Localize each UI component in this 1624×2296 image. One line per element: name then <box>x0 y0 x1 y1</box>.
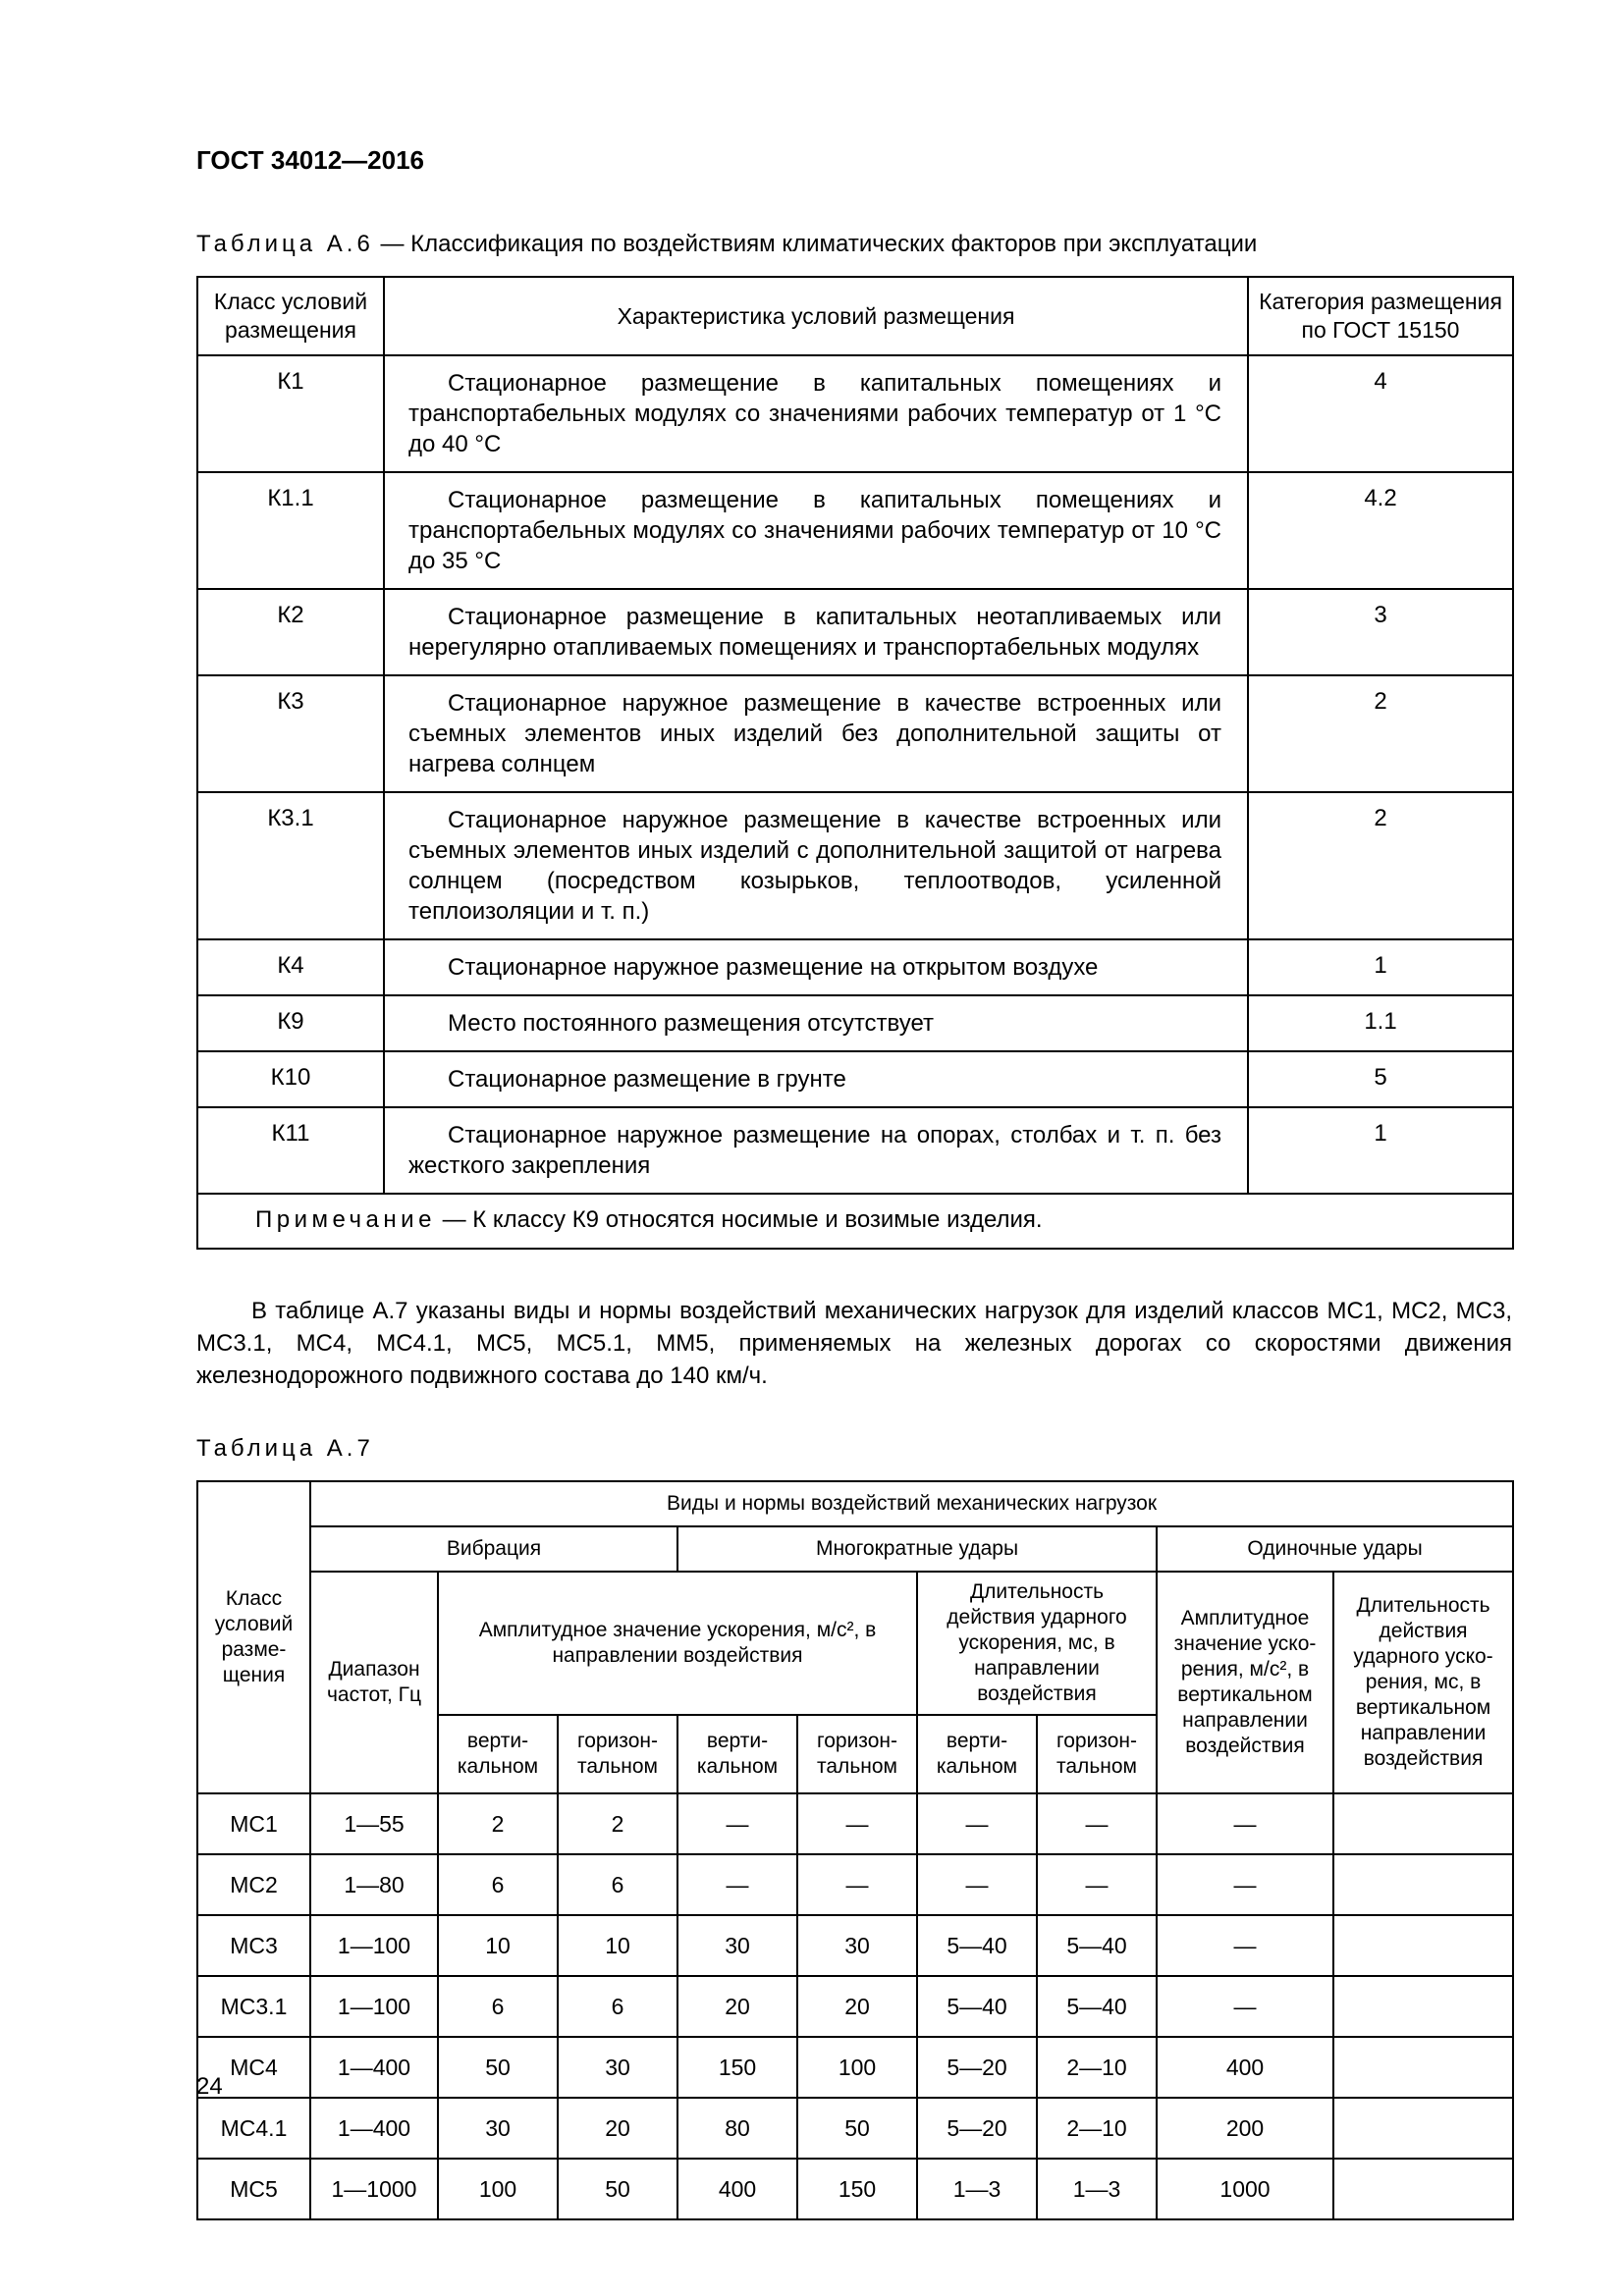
cell-shock-amplitude-vertical: 80 <box>677 2098 797 2159</box>
cell-shock-amplitude-vertical: — <box>677 1793 797 1854</box>
table-row <box>197 1107 1513 1194</box>
table-a6-header-row <box>197 277 1513 355</box>
cell-vibration-horizontal: 50 <box>558 2159 677 2219</box>
table-row <box>197 355 1513 472</box>
cell-class: К4 <box>197 939 384 995</box>
col-header-category: Категория размещения по ГОСТ 15150 <box>1248 277 1513 355</box>
cell-single-shock-duration <box>1333 1915 1513 1976</box>
table-row <box>197 1854 1513 1915</box>
col-header-loads: Виды и нормы воздействий механических нагрузок <box>310 1481 1513 1526</box>
cell-shock-duration-horizontal: 5—40 <box>1037 1976 1157 2037</box>
cell-shock-duration-horizontal: 5—40 <box>1037 1915 1157 1976</box>
table-a7-caption <box>196 1435 1512 1463</box>
note-text: — К классу К9 относятся носимые и возимые изделия. <box>442 1206 1043 1233</box>
cell-single-shock-amplitude: 400 <box>1157 2037 1333 2098</box>
table-note-row <box>197 1194 1513 1249</box>
cell-single-shock-amplitude: — <box>1157 1793 1333 1854</box>
cell-description: Место постоянного размещения отсутствует <box>384 995 1248 1051</box>
cell-shock-amplitude-vertical: 150 <box>677 2037 797 2098</box>
cell-single-shock-amplitude: 1000 <box>1157 2159 1333 2219</box>
col-header-horizontal: горизон-тальном <box>797 1715 917 1793</box>
table-row <box>197 2098 1513 2159</box>
cell-shock-duration-horizontal: 2—10 <box>1037 2098 1157 2159</box>
cell-shock-duration-horizontal: 2—10 <box>1037 2037 1157 2098</box>
col-header-horizontal: горизон-тальном <box>1037 1715 1157 1793</box>
cell-class: К3 <box>197 675 384 792</box>
cell-frequency-range: 1—400 <box>310 2098 438 2159</box>
table-a6-caption-text: — Классификация по воздействиям климатических факторов при эксплуатации <box>380 231 1258 257</box>
cell-shock-amplitude-horizontal: 100 <box>797 2037 917 2098</box>
t7-header-row-3 <box>197 1572 1513 1715</box>
col-header-single-shocks: Одиночные удары <box>1157 1526 1513 1572</box>
col-header-horizontal: горизон-тальном <box>558 1715 677 1793</box>
doc-number: ГОСТ 34012—2016 <box>196 145 424 175</box>
cell-vibration-horizontal: 6 <box>558 1854 677 1915</box>
cell-shock-duration-horizontal: — <box>1037 1793 1157 1854</box>
cell-description: Стационарное наружное размещение на опорах, столбах и т. п. без жесткого закрепления <box>384 1107 1248 1194</box>
cell-category: 3 <box>1248 589 1513 675</box>
cell-frequency-range: 1—400 <box>310 2037 438 2098</box>
cell-category: 1.1 <box>1248 995 1513 1051</box>
cell-category: 5 <box>1248 1051 1513 1107</box>
cell-description: Стационарное размещение в грунте <box>384 1051 1248 1107</box>
cell-shock-duration-vertical: 5—40 <box>917 1915 1037 1976</box>
table-row <box>197 2037 1513 2098</box>
t7-header-row-1 <box>197 1481 1513 1526</box>
cell-class: К1.1 <box>197 472 384 589</box>
cell-vibration-vertical: 30 <box>438 2098 558 2159</box>
col-header-vibration: Вибрация <box>310 1526 677 1572</box>
cell-class: К2 <box>197 589 384 675</box>
cell-class: МС1 <box>197 1793 310 1854</box>
col-header-amplitude-direction: Амплитудное значение ускорения, м/с², в направлении воздействия <box>438 1572 917 1715</box>
col-header-frequency-range: Диапазон частот, Гц <box>310 1572 438 1793</box>
cell-single-shock-duration <box>1333 2098 1513 2159</box>
cell-vibration-vertical: 6 <box>438 1854 558 1915</box>
cell-shock-amplitude-horizontal: — <box>797 1793 917 1854</box>
table-row <box>197 1976 1513 2037</box>
cell-shock-amplitude-vertical: — <box>677 1854 797 1915</box>
cell-shock-duration-horizontal: — <box>1037 1854 1157 1915</box>
col-header-duration-vertical: Длительность действия ударного уско-рения, мс, в вертикальном направлении воздействия <box>1333 1572 1513 1793</box>
cell-single-shock-duration <box>1333 1854 1513 1915</box>
table-a7 <box>196 1480 1514 2220</box>
cell-frequency-range: 1—100 <box>310 1915 438 1976</box>
cell-class: МС3.1 <box>197 1976 310 2037</box>
table-row <box>197 1051 1513 1107</box>
cell-category: 1 <box>1248 1107 1513 1194</box>
cell-shock-amplitude-horizontal: 50 <box>797 2098 917 2159</box>
cell-shock-duration-vertical: — <box>917 1854 1037 1915</box>
cell-class: МС4 <box>197 2037 310 2098</box>
cell-category: 4 <box>1248 355 1513 472</box>
cell-single-shock-amplitude: — <box>1157 1915 1333 1976</box>
col-header-vertical: верти-кальном <box>438 1715 558 1793</box>
cell-shock-amplitude-vertical: 20 <box>677 1976 797 2037</box>
cell-shock-amplitude-horizontal: 150 <box>797 2159 917 2219</box>
col-header-amplitude-vertical: Амплитудное значение уско-рения, м/с², в вертикальном направлении воздействия <box>1157 1572 1333 1793</box>
table-row <box>197 1915 1513 1976</box>
cell-category: 2 <box>1248 675 1513 792</box>
cell-frequency-range: 1—80 <box>310 1854 438 1915</box>
cell-class: К3.1 <box>197 792 384 939</box>
cell-vibration-horizontal: 6 <box>558 1976 677 2037</box>
page-number: 24 <box>196 2073 223 2100</box>
col-header-description: Характеристика условий размещения <box>384 277 1248 355</box>
cell-vibration-horizontal: 20 <box>558 2098 677 2159</box>
cell-shock-amplitude-horizontal: 30 <box>797 1915 917 1976</box>
cell-frequency-range: 1—1000 <box>310 2159 438 2219</box>
cell-shock-duration-vertical: 5—20 <box>917 2037 1037 2098</box>
cell-vibration-horizontal: 2 <box>558 1793 677 1854</box>
col-header-class: Класс условий разме-щения <box>197 1481 310 1793</box>
cell-class: К10 <box>197 1051 384 1107</box>
cell-vibration-vertical: 2 <box>438 1793 558 1854</box>
table-row <box>197 2159 1513 2219</box>
cell-single-shock-duration <box>1333 2159 1513 2219</box>
cell-vibration-vertical: 50 <box>438 2037 558 2098</box>
note-label: Примечание <box>255 1206 436 1233</box>
col-header-vertical: верти-кальном <box>677 1715 797 1793</box>
cell-category: 1 <box>1248 939 1513 995</box>
cell-single-shock-amplitude: 200 <box>1157 2098 1333 2159</box>
cell-shock-amplitude-horizontal: 20 <box>797 1976 917 2037</box>
cell-category: 4.2 <box>1248 472 1513 589</box>
table-note <box>197 1194 1513 1249</box>
table-row <box>197 939 1513 995</box>
paragraph-a7-intro: В таблице А.7 указаны виды и нормы воздействий механических нагрузок для изделий классов МС1, МС2, МС3, МС3.1, МС4, МС4.1, МС5, МС5.1, ММ5, применяемых на железных дорогах со скоростями движения железнодорожного подвижного состава до 140 км/ч. <box>196 1298 1512 1389</box>
cell-description: Стационарное размещение в капитальных помещениях и транспортабельных модулях со значениями рабочих температур от 1 °С до 40 °С <box>384 355 1248 472</box>
page-content <box>196 0 1512 2220</box>
cell-vibration-horizontal: 10 <box>558 1915 677 1976</box>
col-header-duration-direction: Длительность действия ударного ускорения, мс, в направлении воздействия <box>917 1572 1157 1715</box>
cell-shock-amplitude-vertical: 400 <box>677 2159 797 2219</box>
cell-single-shock-amplitude: — <box>1157 1976 1333 2037</box>
table-row <box>197 675 1513 792</box>
table-row <box>197 792 1513 939</box>
cell-shock-duration-vertical: 5—20 <box>917 2098 1037 2159</box>
table-row <box>197 995 1513 1051</box>
cell-class: МС4.1 <box>197 2098 310 2159</box>
table-row <box>197 472 1513 589</box>
table-a6-caption-label: Таблица А.6 <box>196 231 374 257</box>
cell-shock-duration-vertical: — <box>917 1793 1037 1854</box>
cell-description: Стационарное размещение в капитальных неотапливаемых или нерегулярно отапливаемых помещениях и транспортабельных модулях <box>384 589 1248 675</box>
table-a6 <box>196 276 1514 1250</box>
cell-single-shock-duration <box>1333 2037 1513 2098</box>
cell-class: МС5 <box>197 2159 310 2219</box>
cell-vibration-vertical: 10 <box>438 1915 558 1976</box>
col-header-vertical: верти-кальном <box>917 1715 1037 1793</box>
cell-shock-duration-horizontal: 1—3 <box>1037 2159 1157 2219</box>
table-row <box>197 589 1513 675</box>
cell-shock-duration-vertical: 5—40 <box>917 1976 1037 2037</box>
cell-description: Стационарное наружное размещение на открытом воздухе <box>384 939 1248 995</box>
cell-single-shock-duration <box>1333 1793 1513 1854</box>
cell-single-shock-amplitude: — <box>1157 1854 1333 1915</box>
cell-vibration-horizontal: 30 <box>558 2037 677 2098</box>
cell-vibration-vertical: 6 <box>438 1976 558 2037</box>
cell-class: МС2 <box>197 1854 310 1915</box>
cell-description: Стационарное наружное размещение в качестве встроенных или съемных элементов иных изделий без дополнительной защиты от нагрева солнцем <box>384 675 1248 792</box>
cell-class: К9 <box>197 995 384 1051</box>
table-a6-caption <box>196 231 1512 258</box>
cell-single-shock-duration <box>1333 1976 1513 2037</box>
cell-frequency-range: 1—100 <box>310 1976 438 2037</box>
col-header-multiple-shocks: Многократные удары <box>677 1526 1157 1572</box>
t7-header-row-2 <box>197 1526 1513 1572</box>
cell-shock-duration-vertical: 1—3 <box>917 2159 1037 2219</box>
cell-frequency-range: 1—55 <box>310 1793 438 1854</box>
cell-category: 2 <box>1248 792 1513 939</box>
cell-class: К11 <box>197 1107 384 1194</box>
cell-description: Стационарное размещение в капитальных помещениях и транспортабельных модулях со значениями рабочих температур от 10 °С до 35 °С <box>384 472 1248 589</box>
cell-shock-amplitude-horizontal: — <box>797 1854 917 1915</box>
table-row <box>197 1793 1513 1854</box>
cell-vibration-vertical: 100 <box>438 2159 558 2219</box>
cell-class: К1 <box>197 355 384 472</box>
cell-description: Стационарное наружное размещение в качестве встроенных или съемных элементов иных изделий с дополнительной защитой от нагрева солнцем (посредством козырьков, теплоотводов, усиленной теплоизоляции и т. п.) <box>384 792 1248 939</box>
table-a7-caption-label: Таблица А.7 <box>196 1435 374 1462</box>
cell-shock-amplitude-vertical: 30 <box>677 1915 797 1976</box>
col-header-class: Класс условий размещения <box>197 277 384 355</box>
cell-class: МС3 <box>197 1915 310 1976</box>
